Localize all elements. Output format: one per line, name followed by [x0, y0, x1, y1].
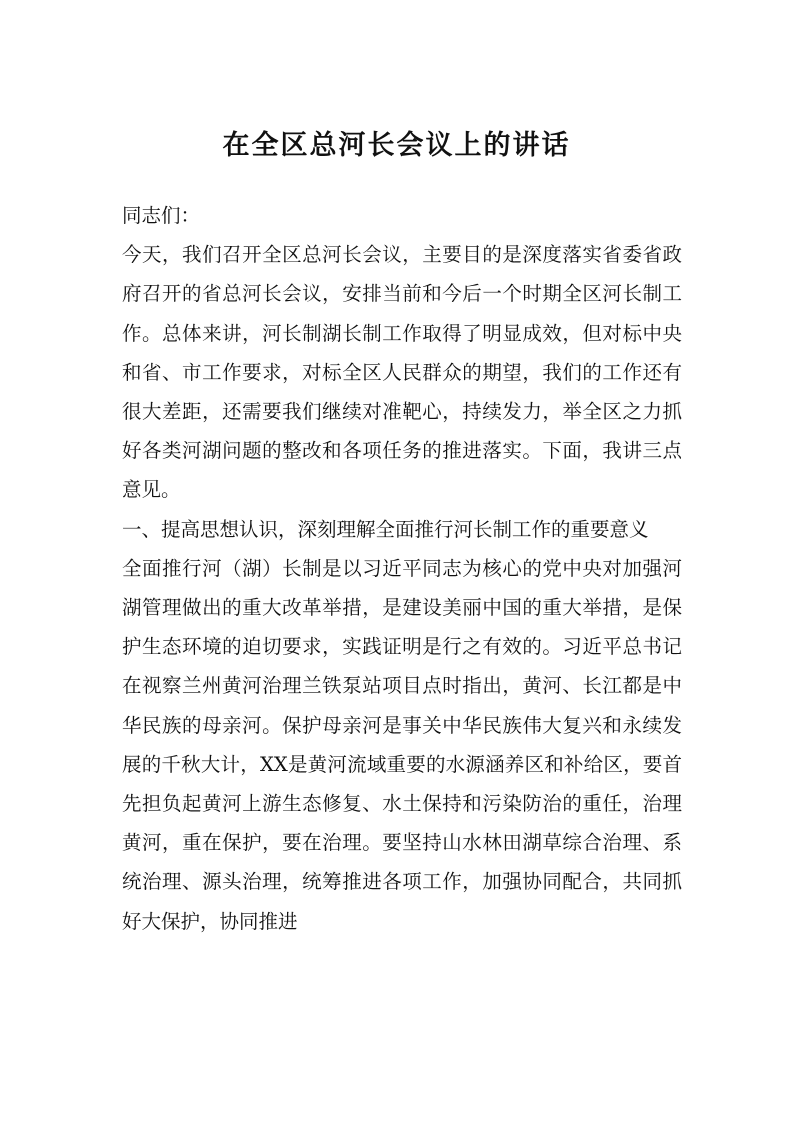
document-body	[122, 196, 682, 941]
page-title: 在全区总河长会议上的讲话	[222, 130, 571, 161]
salutation: 同志们：	[122, 204, 201, 227]
paragraph-intro: 今天，我们召开全区总河长会议，主要目的是深度落实省委省政府召开的省总河长会议，安排当前和今后一个时期全区河长制工作。总体来讲，河长制湖长制工作取得了明显成效，但对标中央和省、市工作要求，对标全区人民群众的期望，我们的工作还有很大差距，还需要我们继续对准靶心，持续发力，举全区之力抓好各类河湖问题的整改和各项任务的推进落实。下面，我讲三点意见。	[122, 243, 682, 502]
paragraph-section-1: 全面推行河（湖）长制是以习近平同志为核心的党中央对加强河湖管理做出的重大改革举措，是建设美丽中国的重大举措，是保护生态环境的迫切要求，实践证明是行之有效的。习近平总书记在视察兰州黄河治理兰铁泵站项目点时指出，黄河、长江都是中华民族的母亲河。保护母亲河是事关中华民族伟大复兴和永续发展的千秋大计，XX是黄河流域重要的水源涵养区和补给区，要首先担负起黄河上游生态修复、水土保持和污染防治的重任，治理黄河，重在保护，要在治理。要坚持山水林田湖草综合治理、系统治理、源头治理，统筹推进各项工作，加强协同配合，共同抓好大保护，协同推进	[122, 556, 682, 933]
section-heading-1: 一、提高思想认识，深刻理解全面推行河长制工作的重要意义	[122, 517, 649, 541]
